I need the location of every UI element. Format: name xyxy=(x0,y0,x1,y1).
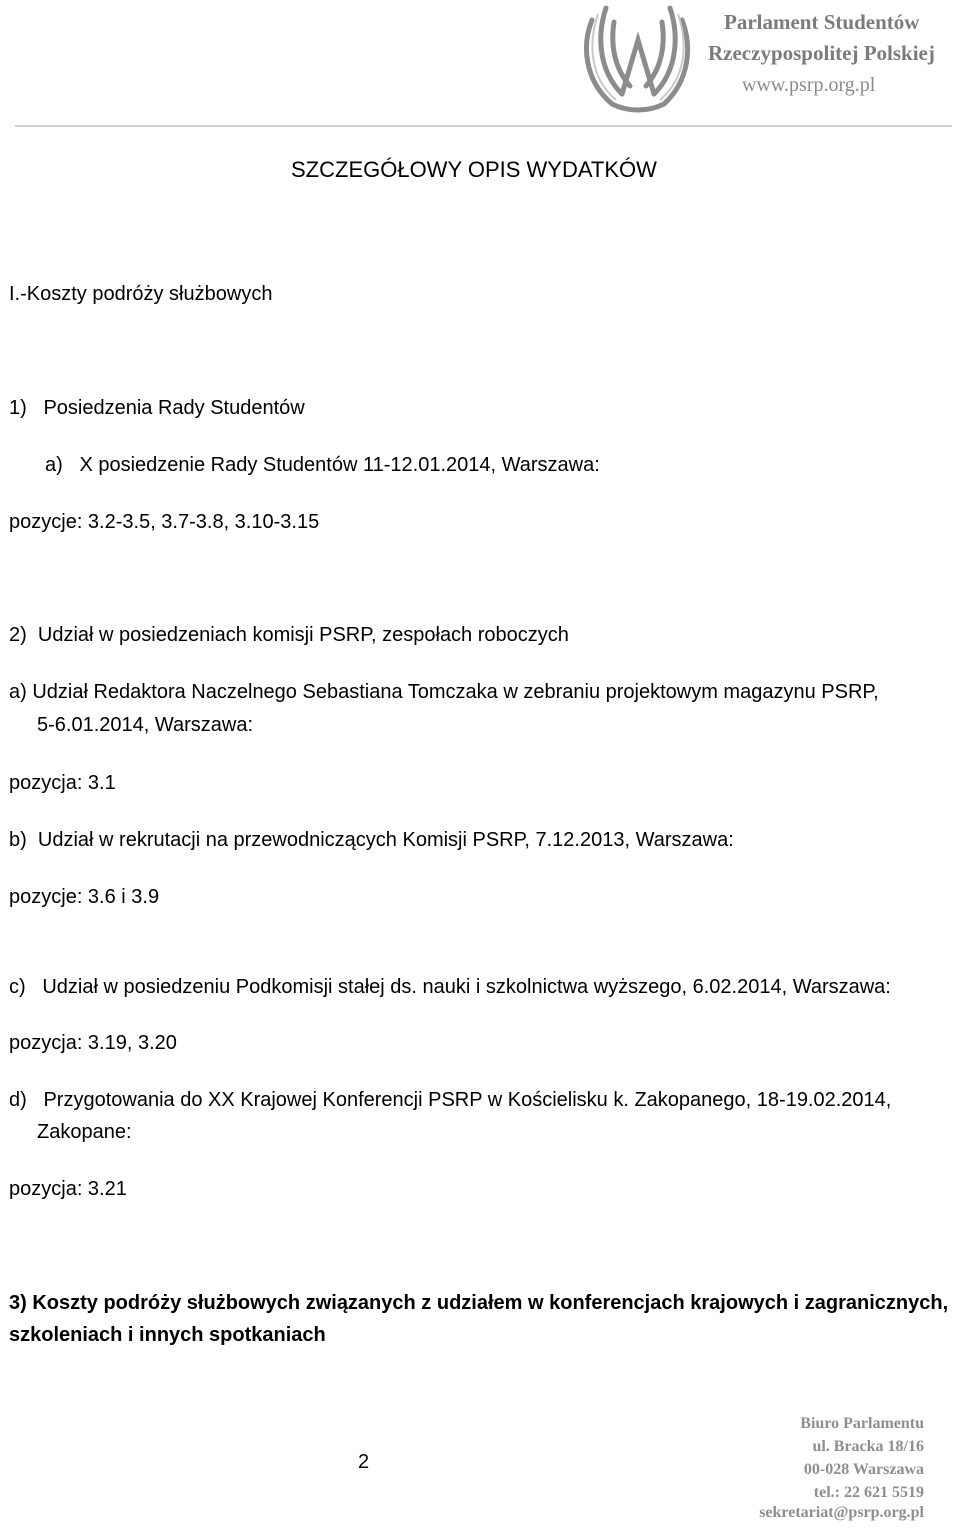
item1-a-text: a) X posiedzenie Rady Studentów 11-12.01.2014, Warszawa: xyxy=(45,454,600,476)
brand-name-line1: Parlament Studentów xyxy=(724,10,920,34)
item3-heading-line1: 3) Koszty podróży służbowych związanych z udziałem w konferencjach krajowych i zagranicznych, xyxy=(9,1292,949,1314)
item2-d-line1: d) Przygotowania do XX Krajowej Konferencji PSRP w Kościelisku k. Zakopanego, 18-19.02.2014, xyxy=(9,1089,892,1111)
item3-heading-line2: szkoleniach i innych spotkaniach xyxy=(9,1324,326,1346)
header-divider xyxy=(15,125,952,127)
page-number: 2 xyxy=(358,1451,370,1473)
item1-heading: 1) Posiedzenia Rady Studentów xyxy=(9,397,305,419)
item2-d-line2: Zakopane: xyxy=(37,1121,132,1143)
item1-positions: pozycje: 3.2-3.5, 3.7-3.8, 3.10-3.15 xyxy=(9,511,320,533)
item2-a-positions: pozycja: 3.1 xyxy=(9,772,116,794)
page-title: SZCZEGÓŁOWY OPIS WYDATKÓW xyxy=(291,157,657,182)
footer-office: Biuro Parlamentu xyxy=(800,1415,924,1432)
item2-a-line1: a) Udział Redaktora Naczelnego Sebastiana Tomczaka w zebraniu projektowym magazynu PSRP, xyxy=(9,681,879,703)
footer-phone: tel.: 22 621 5519 xyxy=(813,1484,924,1501)
item2-d-positions: pozycja: 3.21 xyxy=(9,1178,127,1200)
item2-c-text: c) Udział w posiedzeniu Podkomisji stałej ds. nauki i szkolnictwa wyższego, 6.02.2014, Warszawa: xyxy=(9,976,891,998)
brand-name-line2: Rzeczypospolitej Polskiej xyxy=(708,41,935,65)
footer-email: sekretariat@psrp.org.pl xyxy=(759,1504,924,1521)
footer-city: 00-028 Warszawa xyxy=(803,1461,924,1478)
item2-c-positions: pozycja: 3.19, 3.20 xyxy=(9,1032,177,1054)
item2-b-positions: pozycje: 3.6 i 3.9 xyxy=(9,886,160,908)
footer-street: ul. Bracka 18/16 xyxy=(812,1438,924,1455)
item2-heading: 2) Udział w posiedzeniach komisji PSRP, zespołach roboczych xyxy=(9,624,569,646)
item2-b-text: b) Udział w rekrutacji na przewodniczących Komisji PSRP, 7.12.2013, Warszawa: xyxy=(9,829,734,851)
brand-url: www.psrp.org.pl xyxy=(742,74,876,96)
psrp-logo-icon xyxy=(578,0,698,115)
section-heading: I.-Koszty podróży służbowych xyxy=(9,283,273,305)
item2-a-line2: 5-6.01.2014, Warszawa: xyxy=(37,714,254,736)
